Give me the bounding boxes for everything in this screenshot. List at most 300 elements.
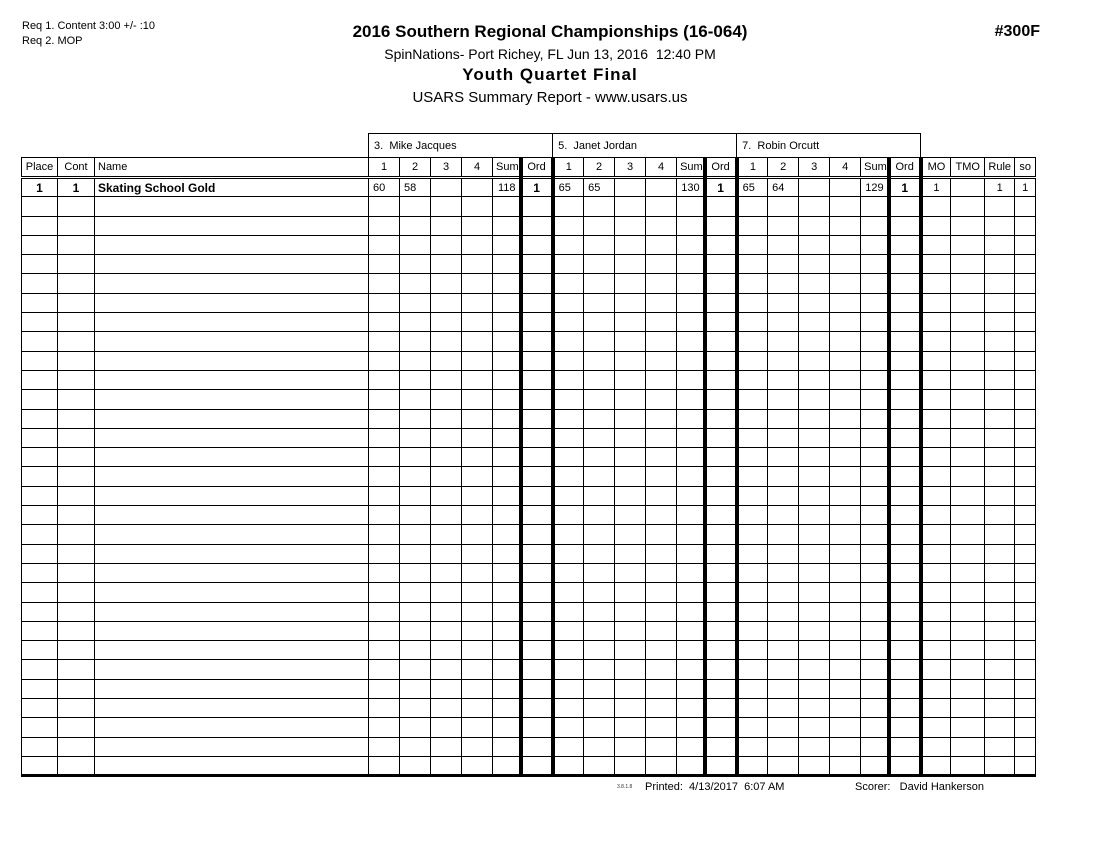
header-tmo: TMO bbox=[951, 158, 985, 178]
empty-score bbox=[768, 679, 799, 698]
empty-so bbox=[1015, 428, 1036, 447]
empty-score bbox=[737, 660, 768, 679]
empty-score bbox=[584, 621, 615, 640]
empty-score bbox=[799, 544, 830, 563]
empty-tmo bbox=[951, 756, 985, 775]
scorer-line bbox=[855, 781, 984, 793]
empty-sum bbox=[677, 370, 705, 389]
empty-ord bbox=[521, 641, 553, 660]
empty-score bbox=[553, 563, 584, 582]
empty-score bbox=[584, 332, 615, 351]
empty-row bbox=[22, 563, 1036, 582]
empty-row bbox=[22, 621, 1036, 640]
empty-mo bbox=[921, 293, 951, 312]
empty-tmo bbox=[951, 293, 985, 312]
empty-score bbox=[553, 506, 584, 525]
empty-sum bbox=[677, 544, 705, 563]
empty-so bbox=[1015, 718, 1036, 737]
empty-cont bbox=[58, 583, 95, 602]
empty-ord bbox=[889, 390, 921, 409]
empty-score bbox=[553, 428, 584, 447]
empty-sum bbox=[493, 602, 521, 621]
empty-score bbox=[369, 332, 400, 351]
empty-score bbox=[400, 351, 431, 370]
empty-score bbox=[646, 679, 677, 698]
empty-ord bbox=[889, 544, 921, 563]
empty-place bbox=[22, 544, 58, 563]
empty-row bbox=[22, 255, 1036, 274]
empty-tmo bbox=[951, 660, 985, 679]
empty-sum bbox=[861, 351, 889, 370]
empty-score bbox=[369, 390, 400, 409]
empty-so bbox=[1015, 293, 1036, 312]
empty-name bbox=[95, 370, 369, 389]
empty-tmo bbox=[951, 602, 985, 621]
empty-score bbox=[615, 370, 646, 389]
empty-so bbox=[1015, 486, 1036, 505]
cell-judge1-score2: 58 bbox=[400, 178, 431, 197]
empty-score bbox=[830, 274, 861, 293]
cell-mo: 1 bbox=[921, 178, 951, 197]
empty-name bbox=[95, 602, 369, 621]
empty-ord bbox=[705, 544, 737, 563]
empty-sum bbox=[861, 255, 889, 274]
empty-sum bbox=[493, 409, 521, 428]
empty-score bbox=[737, 544, 768, 563]
empty-row bbox=[22, 274, 1036, 293]
empty-ord bbox=[705, 660, 737, 679]
empty-cont bbox=[58, 467, 95, 486]
empty-ord bbox=[705, 409, 737, 428]
empty-ord bbox=[521, 216, 553, 235]
empty-score bbox=[799, 409, 830, 428]
empty-score bbox=[400, 563, 431, 582]
empty-score bbox=[553, 583, 584, 602]
empty-score bbox=[400, 390, 431, 409]
empty-score bbox=[646, 448, 677, 467]
empty-score bbox=[737, 486, 768, 505]
empty-ord bbox=[889, 621, 921, 640]
empty-rule bbox=[985, 448, 1015, 467]
empty-place bbox=[22, 602, 58, 621]
empty-row bbox=[22, 370, 1036, 389]
empty-score bbox=[553, 467, 584, 486]
empty-so bbox=[1015, 602, 1036, 621]
empty-sum bbox=[493, 544, 521, 563]
cell-rule: 1 bbox=[985, 178, 1015, 197]
empty-score bbox=[584, 718, 615, 737]
empty-ord bbox=[521, 332, 553, 351]
empty-score bbox=[646, 718, 677, 737]
cell-judge3-score4 bbox=[830, 178, 861, 197]
empty-score bbox=[768, 448, 799, 467]
empty-score bbox=[553, 293, 584, 312]
empty-sum bbox=[861, 718, 889, 737]
empty-sum bbox=[861, 274, 889, 293]
empty-score bbox=[615, 583, 646, 602]
empty-row bbox=[22, 756, 1036, 775]
empty-name bbox=[95, 293, 369, 312]
empty-place bbox=[22, 235, 58, 254]
empty-ord bbox=[889, 255, 921, 274]
empty-score bbox=[584, 563, 615, 582]
empty-score bbox=[799, 621, 830, 640]
column-header-row bbox=[22, 158, 1036, 178]
empty-mo bbox=[921, 563, 951, 582]
empty-name bbox=[95, 274, 369, 293]
empty-ord bbox=[521, 737, 553, 756]
empty-tmo bbox=[951, 486, 985, 505]
empty-score bbox=[400, 544, 431, 563]
empty-score bbox=[431, 467, 462, 486]
empty-name bbox=[95, 216, 369, 235]
empty-rule bbox=[985, 313, 1015, 332]
empty-score bbox=[768, 563, 799, 582]
empty-score bbox=[462, 583, 493, 602]
empty-rule bbox=[985, 756, 1015, 775]
empty-sum bbox=[861, 525, 889, 544]
empty-score bbox=[737, 274, 768, 293]
empty-sum bbox=[677, 486, 705, 505]
cell-judge1-score1: 60 bbox=[369, 178, 400, 197]
empty-score bbox=[799, 525, 830, 544]
empty-score bbox=[553, 486, 584, 505]
empty-score bbox=[553, 718, 584, 737]
empty-score bbox=[830, 525, 861, 544]
empty-rule bbox=[985, 563, 1015, 582]
empty-cont bbox=[58, 602, 95, 621]
empty-cont bbox=[58, 660, 95, 679]
empty-cont bbox=[58, 332, 95, 351]
cell-judge3-ord: 1 bbox=[889, 178, 921, 197]
empty-name bbox=[95, 718, 369, 737]
empty-score bbox=[646, 313, 677, 332]
empty-score bbox=[462, 274, 493, 293]
empty-score bbox=[584, 544, 615, 563]
empty-place bbox=[22, 332, 58, 351]
empty-sum bbox=[861, 583, 889, 602]
empty-so bbox=[1015, 679, 1036, 698]
empty-ord bbox=[521, 313, 553, 332]
empty-score bbox=[615, 428, 646, 447]
empty-ord bbox=[705, 351, 737, 370]
empty-ord bbox=[705, 313, 737, 332]
empty-score bbox=[646, 544, 677, 563]
empty-score bbox=[431, 409, 462, 428]
empty-score bbox=[369, 737, 400, 756]
empty-ord bbox=[705, 679, 737, 698]
empty-sum bbox=[677, 641, 705, 660]
empty-score bbox=[768, 737, 799, 756]
empty-score bbox=[584, 506, 615, 525]
empty-score bbox=[462, 448, 493, 467]
empty-so bbox=[1015, 756, 1036, 775]
header-judge3-score2: 2 bbox=[768, 158, 799, 178]
empty-sum bbox=[493, 255, 521, 274]
empty-score bbox=[737, 602, 768, 621]
empty-score bbox=[830, 293, 861, 312]
printed-value: 4/13/2017 6:07 AM bbox=[689, 781, 785, 793]
empty-tmo bbox=[951, 390, 985, 409]
empty-score bbox=[646, 699, 677, 718]
empty-score bbox=[830, 699, 861, 718]
header-judge2-ord: Ord bbox=[705, 158, 737, 178]
empty-row bbox=[22, 699, 1036, 718]
empty-score bbox=[431, 699, 462, 718]
empty-name bbox=[95, 679, 369, 698]
empty-row bbox=[22, 409, 1036, 428]
empty-sum bbox=[677, 621, 705, 640]
empty-score bbox=[369, 756, 400, 775]
empty-score bbox=[431, 351, 462, 370]
empty-score bbox=[369, 563, 400, 582]
empty-score bbox=[584, 428, 615, 447]
empty-ord bbox=[521, 563, 553, 582]
empty-name bbox=[95, 641, 369, 660]
empty-name bbox=[95, 660, 369, 679]
empty-sum bbox=[493, 428, 521, 447]
empty-score bbox=[431, 660, 462, 679]
empty-sum bbox=[861, 409, 889, 428]
empty-score bbox=[646, 525, 677, 544]
empty-score bbox=[615, 602, 646, 621]
empty-score bbox=[830, 428, 861, 447]
empty-cont bbox=[58, 621, 95, 640]
empty-score bbox=[369, 699, 400, 718]
empty-score bbox=[737, 718, 768, 737]
empty-mo bbox=[921, 718, 951, 737]
empty-score bbox=[799, 583, 830, 602]
software-version: 3.8.1.8 bbox=[617, 784, 633, 790]
empty-rule bbox=[985, 718, 1015, 737]
empty-name bbox=[95, 699, 369, 718]
empty-score bbox=[553, 641, 584, 660]
empty-sum bbox=[861, 390, 889, 409]
empty-score bbox=[737, 756, 768, 775]
empty-so bbox=[1015, 737, 1036, 756]
empty-score bbox=[799, 235, 830, 254]
empty-score bbox=[646, 428, 677, 447]
cell-judge2-sum: 130 bbox=[677, 178, 705, 197]
header-judge3-score3: 3 bbox=[799, 158, 830, 178]
empty-score bbox=[737, 448, 768, 467]
empty-score bbox=[553, 235, 584, 254]
empty-rule bbox=[985, 544, 1015, 563]
empty-score bbox=[615, 660, 646, 679]
empty-sum bbox=[677, 699, 705, 718]
empty-place bbox=[22, 486, 58, 505]
empty-name bbox=[95, 428, 369, 447]
empty-place bbox=[22, 351, 58, 370]
empty-score bbox=[737, 563, 768, 582]
empty-rule bbox=[985, 583, 1015, 602]
empty-sum bbox=[677, 679, 705, 698]
empty-tmo bbox=[951, 699, 985, 718]
empty-score bbox=[553, 216, 584, 235]
empty-place bbox=[22, 255, 58, 274]
empty-score bbox=[646, 409, 677, 428]
empty-score bbox=[462, 506, 493, 525]
empty-name bbox=[95, 737, 369, 756]
empty-sum bbox=[861, 467, 889, 486]
empty-score bbox=[830, 197, 861, 216]
empty-rule bbox=[985, 679, 1015, 698]
empty-score bbox=[431, 332, 462, 351]
empty-score bbox=[799, 351, 830, 370]
empty-score bbox=[830, 660, 861, 679]
empty-score bbox=[646, 293, 677, 312]
empty-ord bbox=[889, 467, 921, 486]
empty-score bbox=[768, 660, 799, 679]
empty-cont bbox=[58, 506, 95, 525]
empty-score bbox=[462, 679, 493, 698]
empty-sum bbox=[493, 197, 521, 216]
empty-mo bbox=[921, 699, 951, 718]
empty-score bbox=[553, 544, 584, 563]
cell-cont: 1 bbox=[58, 178, 95, 197]
empty-score bbox=[830, 621, 861, 640]
scorer-value: David Hankerson bbox=[899, 781, 985, 793]
empty-score bbox=[431, 563, 462, 582]
header-judge2-score1: 1 bbox=[553, 158, 584, 178]
empty-score bbox=[369, 679, 400, 698]
empty-cont bbox=[58, 197, 95, 216]
empty-ord bbox=[889, 737, 921, 756]
empty-score bbox=[646, 486, 677, 505]
empty-score bbox=[431, 641, 462, 660]
printed-timestamp bbox=[645, 781, 784, 793]
empty-score bbox=[737, 467, 768, 486]
empty-ord bbox=[705, 235, 737, 254]
empty-score bbox=[431, 255, 462, 274]
empty-score bbox=[768, 351, 799, 370]
empty-mo bbox=[921, 390, 951, 409]
empty-sum bbox=[861, 486, 889, 505]
header-cont: Cont bbox=[58, 158, 95, 178]
empty-rule bbox=[985, 486, 1015, 505]
empty-score bbox=[799, 756, 830, 775]
empty-ord bbox=[705, 197, 737, 216]
empty-ord bbox=[889, 718, 921, 737]
empty-tmo bbox=[951, 737, 985, 756]
empty-cont bbox=[58, 525, 95, 544]
judge-header-row bbox=[22, 134, 1036, 158]
empty-ord bbox=[521, 583, 553, 602]
empty-rule bbox=[985, 274, 1015, 293]
empty-score bbox=[615, 332, 646, 351]
empty-cont bbox=[58, 486, 95, 505]
empty-tmo bbox=[951, 274, 985, 293]
empty-sum bbox=[861, 679, 889, 698]
empty-score bbox=[830, 255, 861, 274]
empty-score bbox=[369, 351, 400, 370]
empty-score bbox=[737, 525, 768, 544]
empty-ord bbox=[521, 679, 553, 698]
empty-sum bbox=[677, 409, 705, 428]
empty-score bbox=[737, 255, 768, 274]
empty-score bbox=[584, 216, 615, 235]
empty-score bbox=[768, 274, 799, 293]
empty-ord bbox=[705, 332, 737, 351]
empty-score bbox=[369, 641, 400, 660]
empty-score bbox=[799, 274, 830, 293]
empty-rule bbox=[985, 467, 1015, 486]
empty-score bbox=[737, 409, 768, 428]
empty-score bbox=[646, 506, 677, 525]
empty-so bbox=[1015, 332, 1036, 351]
empty-score bbox=[400, 679, 431, 698]
cell-tmo bbox=[951, 178, 985, 197]
empty-score bbox=[737, 699, 768, 718]
empty-ord bbox=[521, 293, 553, 312]
empty-ord bbox=[889, 197, 921, 216]
empty-name bbox=[95, 313, 369, 332]
empty-score bbox=[584, 602, 615, 621]
empty-place bbox=[22, 699, 58, 718]
empty-rule bbox=[985, 409, 1015, 428]
empty-sum bbox=[677, 737, 705, 756]
empty-score bbox=[830, 235, 861, 254]
empty-row bbox=[22, 679, 1036, 698]
empty-sum bbox=[861, 197, 889, 216]
empty-score bbox=[830, 216, 861, 235]
empty-score bbox=[369, 660, 400, 679]
empty-place bbox=[22, 660, 58, 679]
empty-mo bbox=[921, 332, 951, 351]
empty-score bbox=[400, 370, 431, 389]
empty-score bbox=[646, 737, 677, 756]
page-title: 2016 Southern Regional Championships (16-064) bbox=[352, 22, 748, 41]
empty-score bbox=[431, 718, 462, 737]
empty-score bbox=[400, 448, 431, 467]
empty-mo bbox=[921, 274, 951, 293]
empty-sum bbox=[677, 313, 705, 332]
requirement-1: Req 1. Content 3:00 +/- :10 bbox=[22, 20, 156, 32]
empty-name bbox=[95, 448, 369, 467]
empty-rule bbox=[985, 737, 1015, 756]
empty-score bbox=[584, 448, 615, 467]
empty-score bbox=[431, 216, 462, 235]
empty-name bbox=[95, 390, 369, 409]
empty-score bbox=[462, 293, 493, 312]
empty-sum bbox=[861, 313, 889, 332]
empty-score bbox=[646, 332, 677, 351]
empty-ord bbox=[705, 699, 737, 718]
empty-sum bbox=[861, 544, 889, 563]
empty-score bbox=[369, 255, 400, 274]
empty-score bbox=[553, 621, 584, 640]
empty-cont bbox=[58, 235, 95, 254]
empty-tmo bbox=[951, 197, 985, 216]
empty-score bbox=[615, 390, 646, 409]
empty-score bbox=[553, 602, 584, 621]
scorer-label: Scorer: bbox=[855, 781, 891, 793]
empty-score bbox=[615, 467, 646, 486]
empty-ord bbox=[521, 718, 553, 737]
empty-score bbox=[584, 197, 615, 216]
empty-score bbox=[369, 409, 400, 428]
empty-score bbox=[584, 293, 615, 312]
empty-rule bbox=[985, 197, 1015, 216]
empty-ord bbox=[521, 506, 553, 525]
empty-ord bbox=[521, 255, 553, 274]
empty-score bbox=[615, 544, 646, 563]
empty-so bbox=[1015, 197, 1036, 216]
empty-score bbox=[615, 313, 646, 332]
empty-score bbox=[553, 313, 584, 332]
empty-sum bbox=[677, 506, 705, 525]
empty-score bbox=[431, 602, 462, 621]
